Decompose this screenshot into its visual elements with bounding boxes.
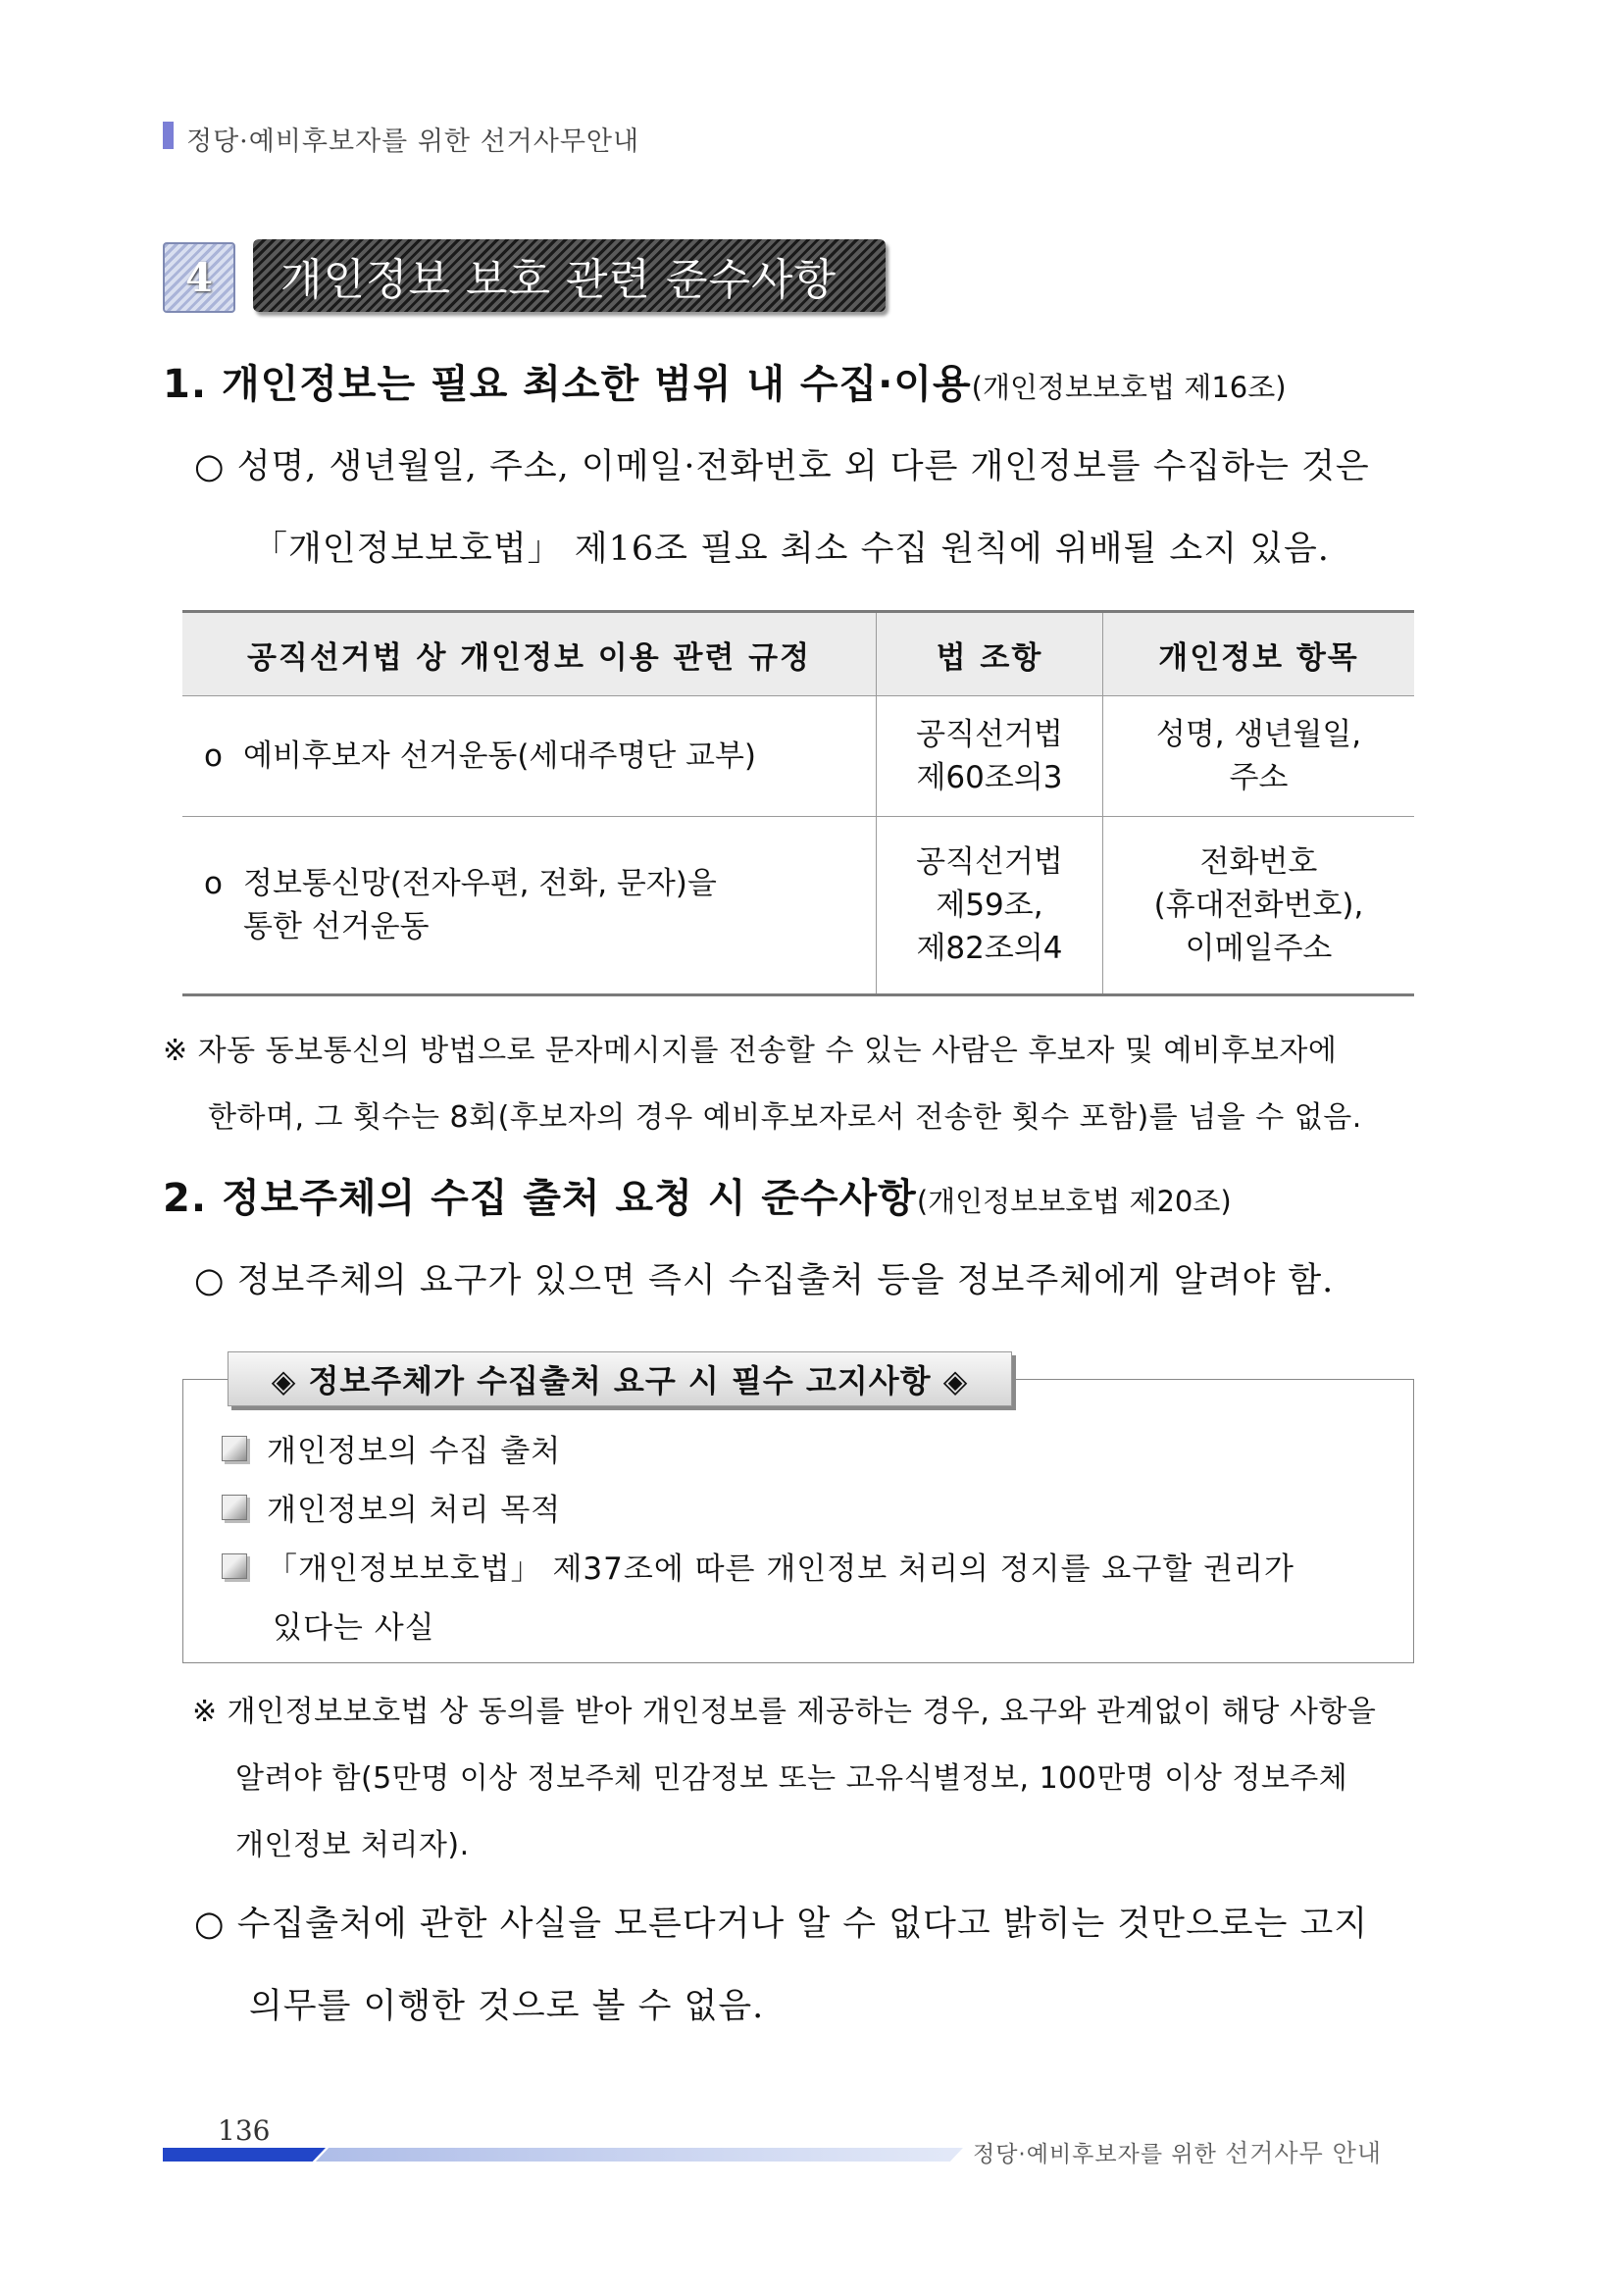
- section2-note-line3: 개인정보 처리자).: [235, 1828, 470, 1862]
- table-header-row: [182, 612, 1414, 696]
- table-row: [182, 696, 1414, 817]
- header-accent-bar: [163, 122, 174, 149]
- section2-note-line1: ※ 개인정보보호법 상 동의를 받아 개인정보를 제공하는 경우, 요구와 관계없이 해당 사항을: [192, 1695, 1377, 1729]
- square-bullet-icon: [222, 1495, 247, 1520]
- footer-title: 정당·예비후보자를 위한 선거사무 안내: [973, 2139, 1382, 2167]
- notice-box-title: ◈ 정보주체가 수집출처 요구 시 필수 고지사항 ◈: [228, 1351, 1012, 1406]
- bullet: o: [204, 866, 223, 901]
- section1-note-line2: 한하며, 그 횟수는 8회(후보자의 경우 예비후보자로서 전송한 횟수 포함)를 넘을 수 없음.: [208, 1100, 1362, 1135]
- section2-heading: [163, 1167, 1232, 1223]
- page-number: 136: [218, 2114, 271, 2147]
- square-bullet-icon: [222, 1436, 247, 1461]
- section2-paragraph2-line2: 의무를 이행한 것으로 볼 수 없음.: [249, 1987, 765, 2026]
- table-header-items: 개인정보 항목: [1103, 612, 1415, 696]
- section2-paragraph: ○ 정보주체의 요구가 있으면 즉시 수집출처 등을 정보주체에게 알려야 함.: [194, 1261, 1335, 1300]
- square-bullet-icon: [222, 1553, 247, 1579]
- table-row: [182, 817, 1414, 995]
- notice-item: 개인정보의 처리 목적: [267, 1493, 562, 1528]
- section2-reference: (개인정보보호법 제20조): [916, 1185, 1232, 1218]
- section1-paragraph-line1: ○ 성명, 생년월일, 주소, 이메일·전화번호 외 다른 개인정보를 수집하는 것은: [194, 447, 1370, 486]
- table-header-regulation: 공직선거법 상 개인정보 이용 관련 규정: [182, 612, 877, 696]
- table-cell-items: 성명, 생년월일, 주소: [1103, 696, 1415, 817]
- chapter-title: 개인정보 보호 관련 준수사항: [253, 239, 886, 312]
- notice-item: 「개인정보보호법」 제37조에 따른 개인정보 처리의 정지를 요구할 권리가: [267, 1551, 1294, 1587]
- notice-item: 개인정보의 수집 출처: [267, 1434, 562, 1469]
- running-header: 정당·예비후보자를 위한 선거사무안내: [186, 127, 640, 157]
- table-cell-article: 공직선거법 제60조의3: [877, 696, 1103, 817]
- table-cell-items: 전화번호 (휴대전화번호), 이메일주소: [1103, 817, 1415, 995]
- table-cell-regulation: o 정보통신망(전자우편, 전화, 문자)을 통한 선거운동: [182, 817, 877, 995]
- section2-paragraph2-line1: ○ 수집출처에 관한 사실을 모른다거나 알 수 없다고 밝히는 것만으로는 고지: [194, 1905, 1369, 1944]
- regulation-table: [182, 610, 1414, 996]
- notice-item-continuation: 있다는 사실: [273, 1610, 435, 1646]
- bullet: o: [204, 738, 223, 774]
- footer-bar-light: [316, 2148, 963, 2162]
- footer-bar-dark: [163, 2148, 326, 2162]
- table-header-article: 법 조항: [877, 612, 1103, 696]
- table-cell-regulation: o 예비후보자 선거운동(세대주명단 교부): [182, 696, 877, 817]
- circle-bullet-icon: ○: [194, 1905, 226, 1944]
- section1-paragraph-line2: 「개인정보보호법」 제16조 필요 최소 수집 원칙에 위배될 소지 있음.: [253, 530, 1330, 569]
- section2-heading-text: 2. 정보주체의 수집 출처 요청 시 준수사항: [163, 1176, 917, 1221]
- section2-note-line2: 알려야 함(5만명 이상 정보주체 민감정보 또는 고유식별정보, 100만명 이상 정보주체: [235, 1761, 1348, 1796]
- circle-bullet-icon: ○: [194, 447, 226, 486]
- chapter-number-badge: 4: [163, 242, 235, 313]
- section1-reference: (개인정보보호법 제16조): [971, 371, 1287, 404]
- circle-bullet-icon: ○: [194, 1261, 226, 1300]
- table-cell-article: 공직선거법 제59조, 제82조의4: [877, 817, 1103, 995]
- section1-heading-text: 1. 개인정보는 필요 최소한 범위 내 수집·이용: [163, 362, 972, 407]
- section1-heading: [163, 353, 1287, 409]
- section1-note-line1: ※ 자동 동보통신의 방법으로 문자메시지를 전송할 수 있는 사람은 후보자 및 예비후보자에: [163, 1034, 1338, 1068]
